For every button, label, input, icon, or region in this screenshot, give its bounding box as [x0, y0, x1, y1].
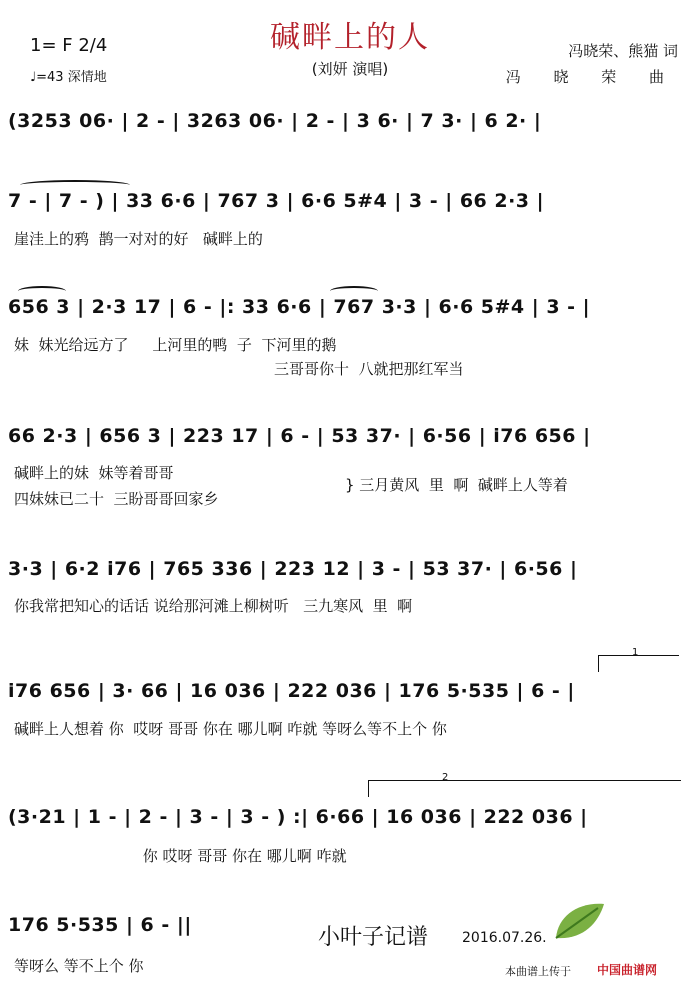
slur: [18, 286, 66, 296]
key-signature: 1= F 2/4: [30, 35, 108, 56]
score-line-1: (3253 06· | 2 - | 3263 06· | 2 - | 3 6· | 7 3· | 6 2· |: [8, 110, 542, 132]
score-line-8: 176 5·535 | 6 - ||: [8, 914, 192, 936]
lyric-line-7: 你 哎呀 哥哥 你在 哪儿啊 咋就: [14, 847, 347, 865]
transcription-date: 2016.07.26.: [462, 930, 547, 946]
singer-credit: (刘妍 演唱): [311, 60, 389, 78]
transcriber-signature: 小叶子记谱: [318, 925, 429, 950]
lyric-line-3: 妹 妹光给远方了 上河里的鸭 子 下河里的鹅: [14, 336, 337, 354]
lyric-line-2: 崖洼上的鸦 鹊一对对的好 碱畔上的: [14, 230, 263, 248]
lyric-line-3b: 三哥哥你十 八就把那红军当: [274, 360, 464, 378]
upload-notice: 本曲谱上传于: [505, 965, 571, 978]
score-line-2: 7 - | 7 - ) | 33 6·6 | 767 3 | 6·6 5#4 | 3 - | 66 2·3 |: [8, 190, 545, 212]
lyric-line-4: 碱畔上的妹 妹等着哥哥: [14, 464, 174, 482]
leaf-icon: [548, 898, 608, 946]
tie-slur: [20, 180, 130, 190]
volta-bracket-2: [368, 780, 681, 797]
score-line-3: 656 3 | 2·3 17 | 6 - |: 33 6·6 | 767 3·3 | 6·6 5#4 | 3 - |: [8, 296, 591, 318]
lyricist-credit: 冯晓荣、熊猫 词: [568, 42, 678, 60]
lyric-line-6: 碱畔上人想着 你 哎呀 哥哥 你在 哪儿啊 咋就 等呀么等不上个 你: [14, 720, 447, 738]
tempo-marking: ♩=43 深情地: [30, 70, 107, 85]
slur: [330, 286, 378, 296]
score-line-5: 3·3 | 6·2 i76 | 765 336 | 223 12 | 3 - | 53 37· | 6·56 |: [8, 558, 578, 580]
lyric-line-5: 你我常把知心的话话 说给那河滩上柳树听 三九寒风 里 啊: [14, 597, 413, 615]
score-line-4: 66 2·3 | 656 3 | 223 17 | 6 - | 53 37· | 6·56 | i76 656 |: [8, 425, 591, 447]
site-logo[interactable]: 中国曲谱网: [597, 963, 658, 977]
volta-bracket-1: [598, 655, 679, 672]
song-title: 碱畔上的人: [270, 20, 430, 55]
lyric-line-4-verse2: 四妹妹已二十 三盼哥哥回家乡: [14, 490, 219, 508]
composer-credit: 冯 晓 荣 曲: [505, 68, 678, 86]
score-line-7: (3·21 | 1 - | 2 - | 3 - | 3 - ) :| 6·66 | 16 036 | 222 036 |: [8, 806, 588, 828]
lyric-line-4b: } 三月黄风 里 啊 碱畔上人等着: [345, 476, 568, 494]
volta-label-1: 1: [632, 647, 639, 658]
score-line-6: i76 656 | 3· 66 | 16 036 | 222 036 | 176 5·535 | 6 - |: [8, 680, 575, 702]
volta-label-2: 2: [442, 772, 449, 783]
lyric-line-8: 等呀么 等不上个 你: [14, 957, 144, 975]
